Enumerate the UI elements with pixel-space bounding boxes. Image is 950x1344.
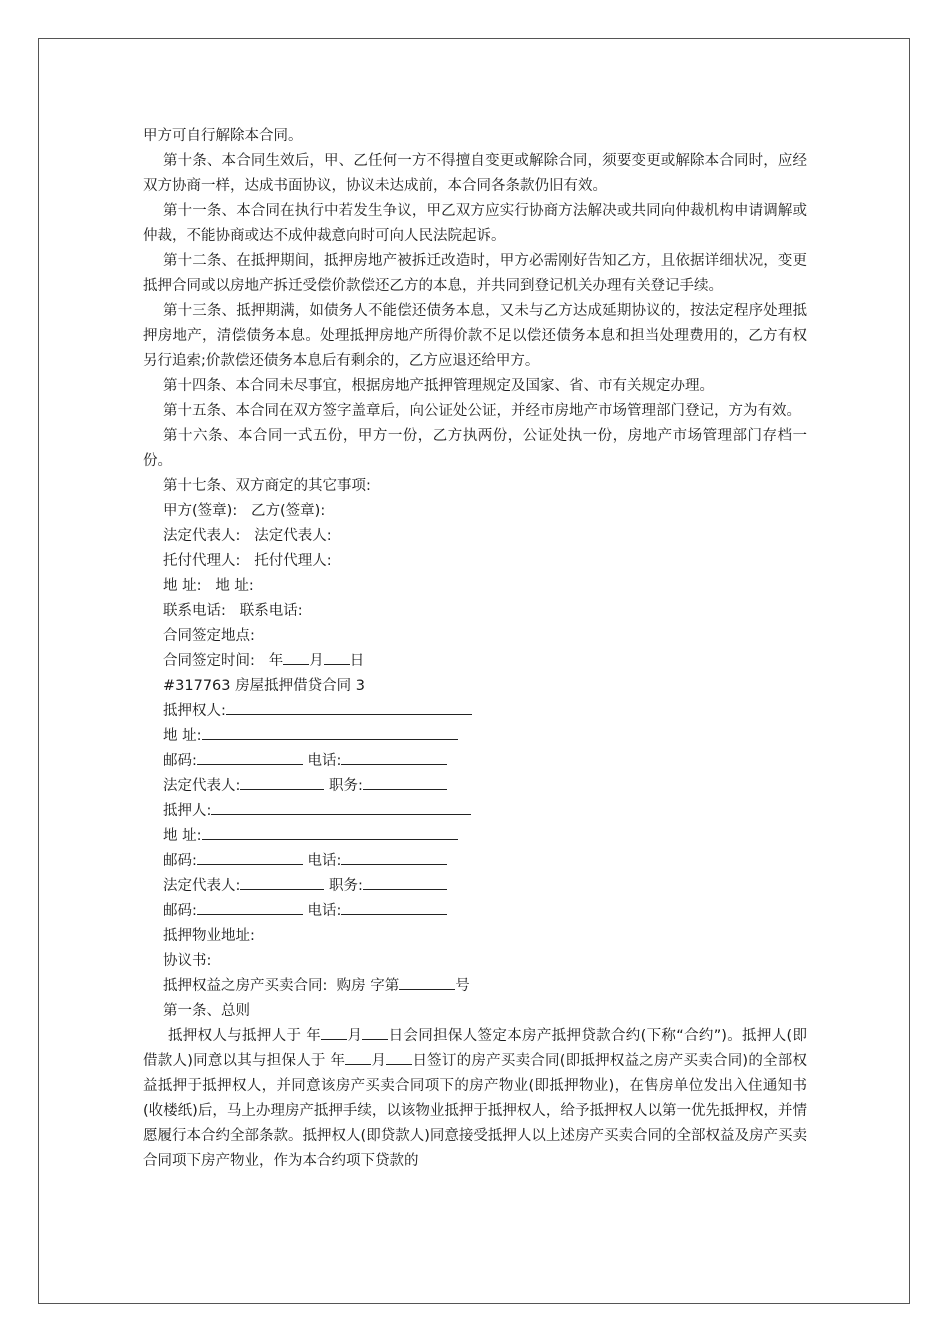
mortgagor-address-field: 地 址: [143,824,807,849]
article-14: 第十四条、本合同未尽事宜，根据房地产抵押管理规定及国家、省、市有关规定办理。 [163,378,714,394]
article-16: 第十六条、本合同一式五份，甲方一份，乙方执两份，公证处执一份，房地产市场管理部门存档一份。 [143,428,807,469]
property-address-line: 抵押物业地址: [163,928,255,944]
mortgagee-field: 抵押权人: [143,699,807,724]
agreement-line: 协议书: [163,953,212,969]
mortgagee-rep-position: 法定代表人: 职务: [143,774,807,799]
contract-3-title: #317763 房屋抵押借贷合同 3 [163,678,365,694]
general-paragraph: 抵押权人与抵押人于 年 月 日会同担保人签定本房产抵押贷款合约(下称“合约”)。抵押人(即借款人)同意以其与担保人于 年 月 日签订的房产买卖合同(即抵押权益之房产买卖合同)的全部权益抵押于抵押权人，并同意该房产买卖合同项下的房产物业(即抵押物业)，在售房单位发出入住通知书(收楼纸)后，马上办理房产抵押手续，以该物业抵押于抵押权人，给予抵押权人以第一优先抵押权，并情愿履行本合约全部条款。抵押权人(即贷款人)同意接受抵押人以上述房产买卖合同的全部权益及房产买卖合同项下房产物业，作为本合约项下贷款的 [143,1024,807,1174]
address-line: 地 址: 地 址: [163,578,254,594]
legal-rep-line: 法定代表人: 法定代表人: [163,528,332,544]
agent-line: 托付代理人: 托付代理人: [163,553,332,569]
document-body [143,124,807,1174]
mortgagee-address-field: 地 址: [143,724,807,749]
article-10: 第十条、本合同生效后，甲、乙任何一方不得擅自变更或解除合同，须要变更或解除本合同时，应经双方协商一样，达成书面协议，协议未达成前，本合同各条款仍旧有效。 [143,153,807,194]
purchase-contract-line: 抵押权益之房产买卖合同: 购房 字第 号 [143,974,807,999]
article-15: 第十五条、本合同在双方签字盖章后，向公证处公证，并经市房地产市场管理部门登记，方为有效。 [163,403,801,419]
sign-time-line: 合同签定时间: 年 月 日 [143,649,807,674]
phone-line: 联系电话: 联系电话: [163,603,303,619]
paragraph: 甲方可自行解除本合同。 [143,128,303,144]
signature-line: 甲方(签章): 乙方(签章): [163,503,326,519]
mortgagor-postcode-phone: 邮码: 电话: [143,849,807,874]
mortgagee-postcode-phone: 邮码: 电话: [143,749,807,774]
guarantor-postcode-phone: 邮码: 电话: [143,899,807,924]
general-heading: 第一条、总则 [163,1003,250,1019]
article-11: 第十一条、本合同在执行中若发生争议，甲乙双方应实行协商方法解决或共同向仲裁机构申请调解或仲裁，不能协商或达不成仲裁意向时可向人民法院起诉。 [143,203,807,244]
mortgagor-rep-position: 法定代表人: 职务: [143,874,807,899]
article-17: 第十七条、双方商定的其它事项: [163,478,371,494]
sign-place-line: 合同签定地点: [163,628,255,644]
mortgagor-field: 抵押人: [143,799,807,824]
article-13: 第十三条、抵押期满，如债务人不能偿还债务本息，又未与乙方达成延期协议的，按法定程序处理抵押房地产，清偿债务本息。处理抵押房地产所得价款不足以偿还债务本息和担当处理费用的，乙方有权另行追索;价款偿还债务本息后有剩余的，乙方应退还给甲方。 [143,303,807,369]
article-12: 第十二条、在抵押期间，抵押房地产被拆迁改造时，甲方必需刚好告知乙方，且依据详细状况，变更抵押合同或以房地产拆迁受偿价款偿还乙方的本息，并共同到登记机关办理有关登记手续。 [143,253,807,294]
